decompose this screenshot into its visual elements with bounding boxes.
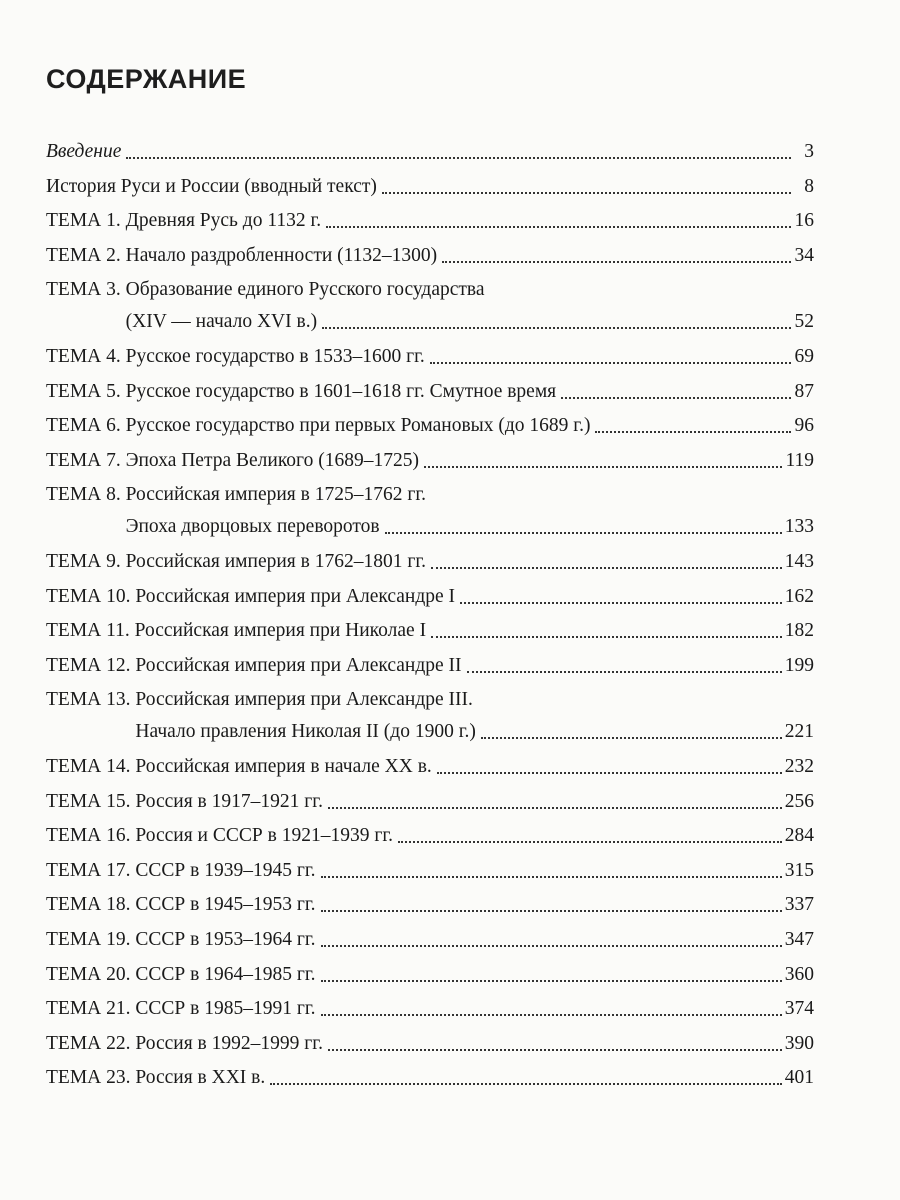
toc-entry[interactable] bbox=[46, 654, 814, 678]
dot-leader bbox=[442, 260, 791, 263]
toc-page-number: 16 bbox=[794, 210, 814, 232]
dot-leader bbox=[322, 326, 791, 329]
toc-entry-title: Российская империя в начале XX в. bbox=[135, 756, 432, 777]
toc-entry-prefix: ТЕМА 17. bbox=[46, 859, 136, 881]
dot-leader bbox=[431, 635, 782, 638]
toc-entry-title: Российская империя при Александре I bbox=[135, 585, 456, 607]
dot-leader bbox=[430, 361, 791, 364]
toc-entry-prefix: ТЕМА 10. bbox=[46, 585, 136, 607]
toc-entry[interactable] bbox=[46, 619, 814, 643]
toc-entry-title: Эпоха дворцовых переворотов bbox=[125, 516, 380, 538]
toc-entry-title: Русское государство в 1533–1600 гг. bbox=[125, 346, 425, 367]
toc-entry[interactable] bbox=[46, 859, 814, 883]
dot-leader bbox=[595, 430, 791, 433]
toc-entry-prefix: ТЕМА 9. bbox=[46, 551, 126, 572]
dot-leader bbox=[481, 736, 782, 739]
toc-entry-prefix: ТЕМА 6. bbox=[46, 415, 126, 437]
toc-entry-prefix: ТЕМА 1. bbox=[46, 210, 126, 232]
toc-entry-prefix: ТЕМА 18. bbox=[46, 894, 136, 916]
toc-entry[interactable] bbox=[46, 1066, 814, 1090]
toc-entry[interactable] bbox=[46, 893, 814, 917]
dot-leader bbox=[321, 979, 782, 982]
toc-page-number: 374 bbox=[784, 998, 814, 1020]
toc-entry[interactable] bbox=[46, 414, 814, 438]
dot-leader bbox=[382, 191, 791, 194]
dot-leader bbox=[398, 840, 782, 843]
dot-leader bbox=[321, 875, 782, 878]
toc-entry[interactable] bbox=[46, 824, 814, 848]
toc-page-number: 390 bbox=[784, 1032, 814, 1054]
toc-entry-prefix: ТЕМА 19. bbox=[46, 929, 136, 950]
dot-leader bbox=[385, 531, 782, 534]
dot-leader bbox=[460, 601, 782, 604]
toc-entry-prefix: ТЕМА 2. bbox=[46, 244, 126, 266]
dot-leader bbox=[437, 771, 782, 774]
toc-entry[interactable] bbox=[46, 140, 814, 164]
toc-page-number: 8 bbox=[804, 175, 814, 197]
toc-page-number: 337 bbox=[784, 894, 814, 916]
toc-page-number: 52 bbox=[794, 311, 814, 333]
toc-page-number: 284 bbox=[784, 825, 814, 847]
dot-leader bbox=[270, 1082, 781, 1085]
toc-entry[interactable] bbox=[46, 209, 814, 233]
toc-page-number: 401 bbox=[784, 1067, 814, 1089]
toc-entry-prefix: ТЕМА 20. bbox=[46, 963, 136, 985]
toc-page-number: 256 bbox=[784, 790, 814, 812]
toc-page-number: 96 bbox=[794, 415, 814, 437]
toc-entry-title: История Руси и России (вводный текст) bbox=[46, 175, 377, 197]
toc-page-number: 87 bbox=[794, 380, 814, 402]
toc-entry[interactable] bbox=[46, 755, 814, 779]
toc-entry-prefix: ТЕМА 13. bbox=[46, 689, 136, 711]
toc-entry-prefix: ТЕМА 23. bbox=[46, 1067, 136, 1089]
toc-entry[interactable] bbox=[46, 928, 814, 952]
toc-page-number: 315 bbox=[784, 859, 814, 881]
toc-entry[interactable] bbox=[46, 380, 814, 404]
toc-entry-title: Начало раздробленности (1132–1300) bbox=[125, 244, 438, 266]
toc-entry-title: СССР в 1953–1964 гг. bbox=[135, 929, 316, 950]
toc-page-number: 182 bbox=[784, 620, 814, 642]
toc-page-number: 162 bbox=[784, 585, 814, 607]
toc-page-number: 119 bbox=[785, 449, 814, 471]
toc-entry[interactable] bbox=[46, 720, 814, 744]
toc-entry-prefix: ТЕМА 12. bbox=[46, 654, 136, 676]
toc-page-number: 69 bbox=[794, 346, 814, 367]
toc-entry-title: Начало правления Николая II (до 1900 г.) bbox=[135, 721, 476, 743]
toc-entry-title: СССР в 1985–1991 гг. bbox=[135, 998, 316, 1020]
toc-entry-title: СССР в 1939–1945 гг. bbox=[135, 859, 316, 881]
toc-entry[interactable] bbox=[46, 585, 814, 609]
dot-leader bbox=[126, 156, 791, 159]
toc-entry[interactable] bbox=[46, 790, 814, 814]
toc-entry[interactable] bbox=[46, 1032, 814, 1056]
dot-leader bbox=[467, 670, 782, 673]
toc-entry-title: Российская империя в 1725–1762 гг. bbox=[125, 484, 427, 506]
dot-leader bbox=[326, 225, 791, 228]
toc-page-number: 232 bbox=[784, 756, 814, 777]
toc-page-number: 143 bbox=[784, 551, 814, 572]
toc-entry-prefix: ТЕМА 3. bbox=[46, 279, 126, 301]
toc-entry-title: Эпоха Петра Великого (1689–1725) bbox=[125, 449, 419, 471]
toc-entry[interactable] bbox=[46, 963, 814, 987]
toc-entry-prefix: ТЕМА 16. bbox=[46, 825, 136, 847]
toc-entry-title: Российская империя при Николае I bbox=[134, 620, 427, 642]
toc-entry-title: СССР в 1964–1985 гг. bbox=[135, 963, 316, 985]
toc-entry-title: (XIV — начало XVI в.) bbox=[125, 311, 318, 333]
toc-entry-prefix: ТЕМА 21. bbox=[46, 998, 136, 1020]
toc-entry-line1 bbox=[46, 688, 814, 712]
toc-entry[interactable] bbox=[46, 244, 814, 268]
toc-page-number: 347 bbox=[784, 929, 814, 950]
toc-entry-title: Русское государство в 1601–1618 гг. Смутное время bbox=[125, 380, 557, 402]
toc-entry[interactable] bbox=[46, 310, 814, 334]
toc-entry[interactable] bbox=[46, 175, 814, 199]
toc-entry-prefix: ТЕМА 8. bbox=[46, 484, 126, 506]
toc-entry-title: Русское государство при первых Романовых (до 1689 г.) bbox=[125, 415, 591, 437]
toc-entry-title: СССР в 1945–1953 гг. bbox=[135, 894, 316, 916]
toc-entry-title: Древняя Русь до 1132 г. bbox=[125, 210, 322, 232]
toc-entry-prefix: ТЕМА 11. bbox=[46, 620, 135, 642]
toc-page-number: 360 bbox=[784, 963, 814, 985]
toc-entry-prefix: ТЕМА 15. bbox=[46, 790, 136, 812]
toc-entry-line1 bbox=[46, 483, 814, 507]
dot-leader bbox=[321, 1013, 782, 1016]
toc-page-number: 199 bbox=[784, 654, 814, 676]
dot-leader bbox=[561, 396, 791, 399]
toc-entry[interactable] bbox=[46, 550, 814, 574]
dot-leader bbox=[424, 465, 783, 468]
toc-page-number: 133 bbox=[784, 516, 814, 538]
toc-entry-title: Российская империя в 1762–1801 гг. bbox=[125, 551, 427, 572]
dot-leader bbox=[321, 909, 782, 912]
toc-entry-title: Введение bbox=[46, 141, 122, 162]
dot-leader bbox=[431, 566, 782, 569]
toc-entry[interactable] bbox=[46, 449, 814, 473]
toc-entry[interactable] bbox=[46, 515, 814, 539]
toc-entry-line1 bbox=[46, 278, 814, 302]
dot-leader bbox=[321, 944, 782, 947]
toc-entry-prefix: ТЕМА 22. bbox=[46, 1032, 136, 1054]
toc-entry-title: Россия и СССР в 1921–1939 гг. bbox=[135, 825, 393, 847]
dot-leader bbox=[328, 1048, 782, 1051]
toc-page-number: 221 bbox=[784, 721, 814, 743]
dot-leader bbox=[328, 806, 782, 809]
page-title: СОДЕРЖАНИЕ bbox=[46, 64, 247, 94]
toc-entry-title: Россия в XXI в. bbox=[135, 1067, 266, 1089]
toc-entry-title: Российская империя при Александре III. bbox=[135, 689, 473, 711]
toc-page-number: 34 bbox=[794, 244, 814, 266]
toc-entry[interactable] bbox=[46, 997, 814, 1021]
toc-entry-title: Россия в 1992–1999 гг. bbox=[135, 1032, 323, 1054]
toc-entry[interactable] bbox=[46, 345, 814, 369]
toc-entry-prefix: ТЕМА 5. bbox=[46, 380, 126, 402]
toc-entry-prefix: ТЕМА 14. bbox=[46, 756, 136, 777]
toc-entry-title: Образование единого Русского государства bbox=[125, 279, 485, 301]
toc-entry-prefix: ТЕМА 4. bbox=[46, 346, 126, 367]
toc-entry-prefix: ТЕМА 7. bbox=[46, 449, 126, 471]
toc-entry-title: Российская империя при Александре II bbox=[135, 654, 462, 676]
toc-page-number: 3 bbox=[804, 141, 814, 162]
toc-entry-title: Россия в 1917–1921 гг. bbox=[135, 790, 323, 812]
